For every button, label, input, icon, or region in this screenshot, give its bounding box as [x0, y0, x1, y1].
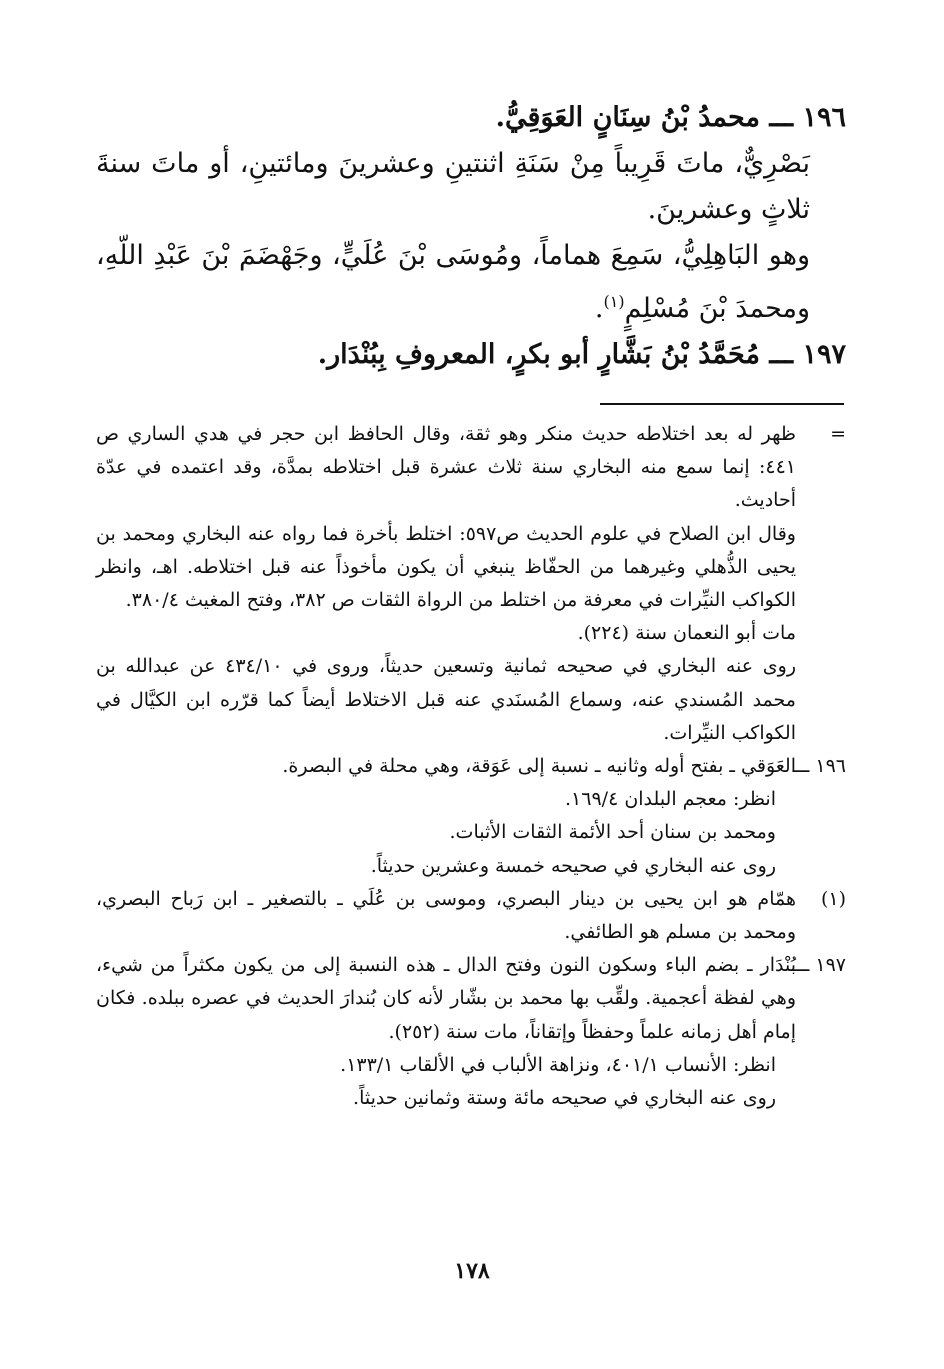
footnote-line: روى عنه البخاري في صحيحه خمسة وعشرين حديثاً.	[370, 854, 776, 877]
footnote-ref-1: (١)	[603, 292, 625, 311]
footnote-line: انظر: الأنساب ٤٠١/١، ونزاهة الألباب في الألقاب ١٣٣/١.	[340, 1053, 776, 1076]
entry-196-heading	[96, 95, 846, 141]
entry-196-paragraph-1: بَصْرِيٌّ، ماتَ قَرِيباً مِنْ سَنَةِ اثنتينِ وعشرينَ ومائتينِ، أو ماتَ سنةَ ثلاثٍ وعشرينَ.	[96, 148, 810, 225]
footnote-196	[96, 750, 846, 883]
entry-196-paragraph-2	[96, 233, 846, 332]
footnote-197	[96, 949, 846, 1115]
footnote-196-body	[96, 750, 796, 883]
entry-197-number: ١٩٧ ـــ	[769, 339, 846, 370]
page-number: ١٧٨	[454, 1258, 490, 1284]
footnote-line: وقال ابن الصلاح في علوم الحديث ص٥٩٧: اختلط بأخرة فما رواه عنه البخاري ومحمد بن يحيى الذُّهلي وغيرهما من الحفّاظ ينبغي أن يكون مأخوذاً عنه قبل اختلاطه. اهـ، وانظر الكواكب النيِّرات في معرفة من اختلط من الرواة الثقات ص ٣٨٢، وفتح المغيث ٣٨٠/٤.	[96, 522, 796, 612]
footnote-196-marker: ١٩٦ ـــ	[792, 755, 846, 778]
entry-196-name: محمدُ بْنُ سِنَانٍ العَوَقِيُّ.	[495, 102, 760, 133]
entry-196-end: .	[594, 293, 604, 324]
footnote-line: همّام هو ابن يحيى بن دينار البصري، وموسى بن عُلَي ـ بالتصغير ـ ابن رَباح البصري، ومحمد بن مسلم هو الطائفي.	[96, 887, 796, 944]
entry-197-name: مُحَمَّدُ بْنُ بَشَّارٍ أبو بكرٍ، المعروفِ بِبُنْدَار.	[317, 339, 760, 370]
footnote-line: روى عنه البخاري في صحيحه مائة وستة وثمانين حديثاً.	[353, 1087, 776, 1110]
entry-196-number: ١٩٦ ـــ	[769, 102, 846, 133]
footnote-line: انظر: معجم البلدان ١٦٩/٤.	[565, 788, 776, 811]
footnote-1-body	[96, 883, 796, 949]
footnote-line: العَوَقي ـ بفتح أوله وثانيه ـ نسبة إلى عَوَقة، وهي محلة في البصرة.	[282, 755, 796, 778]
footnote-separator	[600, 403, 844, 405]
footnotes	[96, 418, 846, 1115]
footnote-line: بُنْدَار ـ بضم الباء وسكون النون وفتح الدال ـ هذه النسبة إلى من يكون مكثراً من شيء، وهي لفظة أعجمية. ولقِّب بها محمد بن بشّار لأنه كان بُندارَ الحديث في عصره ببلده. فكان إمام أهل زمانه علماً وحفظاً وإتقاناً، مات سنة (٢٥٢).	[96, 954, 796, 1043]
footnote-line: ومحمد بن سنان أحد الأئمة الثقات الأثبات.	[449, 821, 776, 844]
footnote-line: ظهر له بعد اختلاطه حديث منكر وهو ثقة، وقال الحافظ ابن حجر في هدي الساري ص ٤٤١: إنما سمع منه البخاري سنة ثلاث عشرة قبل اختلاطه بمدَّة، وقد اعتمده في عدّة أحاديث.	[96, 423, 796, 512]
footnote-continued	[96, 418, 846, 750]
footnote-line: روى عنه البخاري في صحيحه ثمانية وتسعين حديثاً، وروى في ٤٣٤/١٠ عن عبدالله بن محمد المُسندي عنه، وسماع المُسنَدي عنه قبل الاختلاط أيضاً كما قرّره ابن الكيَّال في الكواكب النيِّرات.	[96, 655, 796, 744]
footnote-197-marker: ١٩٧ ـــ	[792, 954, 846, 977]
continuation-marker: =	[830, 423, 846, 445]
footnote-1-marker: (١)	[820, 887, 846, 910]
entry-197-heading	[96, 332, 846, 378]
footnote-1	[96, 883, 846, 949]
entry-196-paragraph-2-text: وهو البَاهِلِيُّ، سَمِعَ هماماً، ومُوسَى بْنَ عُلَيٍّ، وجَهْضَمَ بْنَ عَبْدِ اللّهِ، ومحمدَ بْنَ مُسْلِمٍ	[96, 240, 810, 324]
footnote-197-body	[96, 949, 796, 1115]
footnote-continued-body	[96, 418, 796, 750]
footnote-line: مات أبو النعمان سنة (٢٢٤).	[577, 622, 796, 645]
main-text	[96, 95, 846, 378]
